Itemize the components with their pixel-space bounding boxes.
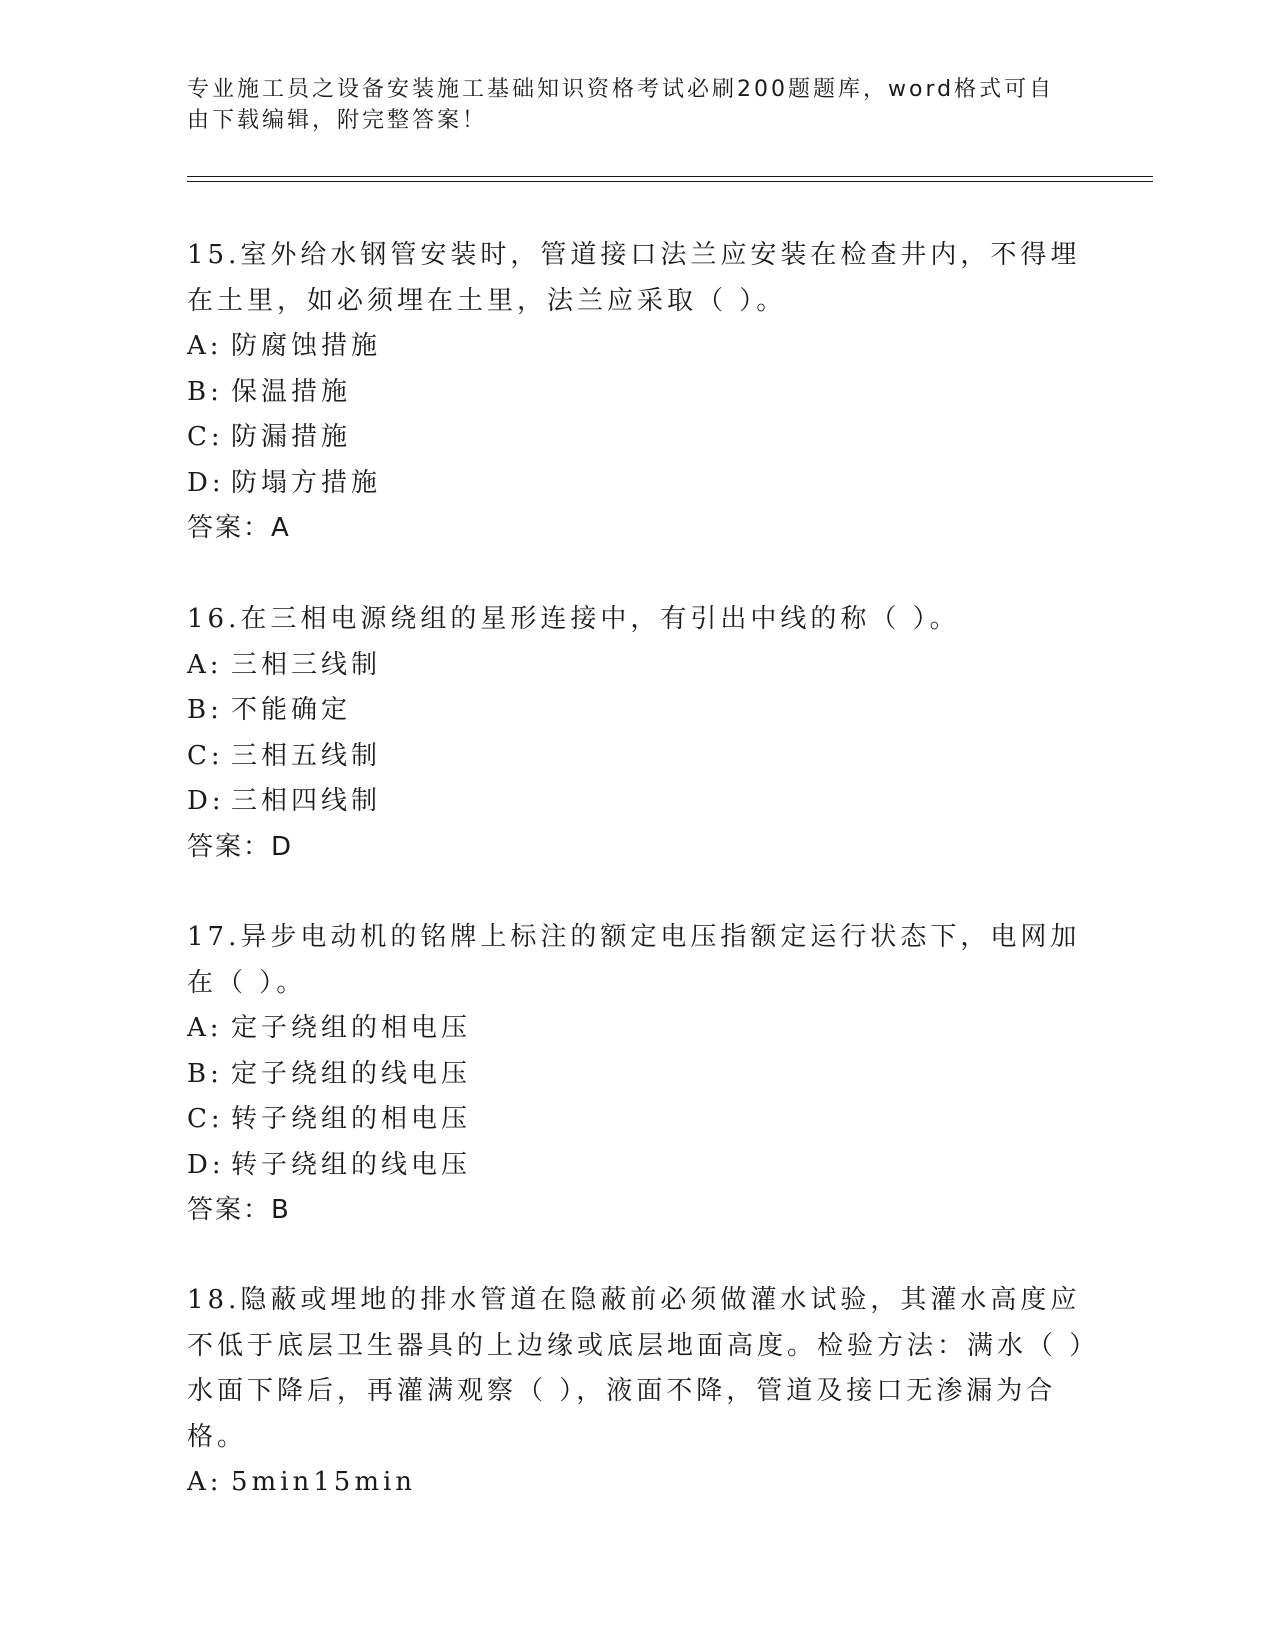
option-a xyxy=(187,643,1087,689)
option-label: B: xyxy=(187,695,223,725)
option-label: C: xyxy=(187,740,224,771)
option-b xyxy=(187,688,1087,734)
option-label: C: xyxy=(187,1104,224,1134)
option-text: 保温措施 xyxy=(231,376,352,407)
option-text: 三相五线制 xyxy=(231,740,382,771)
answer: 答案：A xyxy=(187,513,291,543)
option-d xyxy=(187,1143,1087,1189)
option-label: A: xyxy=(187,331,223,361)
option-c xyxy=(187,734,1087,780)
option-d xyxy=(187,461,1087,507)
option-label: B: xyxy=(187,376,223,407)
question-18 xyxy=(187,1278,1087,1506)
question-stem: 18.隐蔽或埋地的排水管道在隐蔽前必须做灌水试验，其灌水高度应不低于底层卫生器具的上边缘或底层地面高度。检验方法：满水（ ）水面下降后，再灌满观察（ ），液面不降，管道及接口无渗漏为合格。 xyxy=(187,1285,1087,1452)
question-15 xyxy=(187,233,1087,552)
option-c xyxy=(187,1097,1087,1143)
option-text: 防塌方措施 xyxy=(231,467,382,498)
option-a xyxy=(187,324,1087,370)
option-d xyxy=(187,779,1087,825)
question-stem: 17.异步电动机的铭牌上标注的额定电压指额定运行状态下，电网加在（ ）。 xyxy=(187,922,1081,998)
answer: 答案：B xyxy=(187,1195,291,1225)
option-text: 转子绕组的相电压 xyxy=(231,1104,472,1134)
option-text: 不能确定 xyxy=(231,695,352,725)
option-label: A: xyxy=(187,1467,223,1497)
option-label: B: xyxy=(187,1058,223,1089)
option-b xyxy=(187,370,1087,416)
question-stem: 16.在三相电源绕组的星形连接中，有引出中线的称（ ）。 xyxy=(187,604,960,634)
question-stem: 15.室外给水钢管安装时，管道接口法兰应安装在检查井内，不得埋在土里，如必须埋在土里，法兰应采取（ ）。 xyxy=(187,240,1081,316)
option-label: A: xyxy=(187,649,223,680)
document-header: 专业施工员之设备安装施工基础知识资格考试必刷200题题库，word格式可自由下载编辑，附完整答案！ xyxy=(187,77,1055,133)
option-text: 防漏措施 xyxy=(231,422,352,452)
option-c xyxy=(187,415,1087,461)
answer: 答案：D xyxy=(187,831,294,862)
option-text: 防腐蚀措施 xyxy=(231,331,382,361)
option-text: 定子绕组的线电压 xyxy=(231,1058,472,1089)
question-16 xyxy=(187,597,1087,870)
option-text: 三相四线制 xyxy=(231,786,382,816)
option-text: 定子绕组的相电压 xyxy=(231,1013,472,1043)
option-label: D: xyxy=(187,1149,225,1180)
question-17 xyxy=(187,915,1087,1234)
option-text: 三相三线制 xyxy=(231,649,382,680)
option-label: A: xyxy=(187,1013,223,1043)
option-text: 5min15min xyxy=(231,1467,417,1497)
option-a xyxy=(187,1460,1087,1506)
header-divider-bottom xyxy=(187,181,1153,182)
option-label: C: xyxy=(187,422,224,452)
option-a xyxy=(187,1006,1087,1052)
option-label: D: xyxy=(187,467,225,498)
option-text: 转子绕组的线电压 xyxy=(231,1149,472,1180)
header-divider-top xyxy=(187,176,1153,177)
option-label: D: xyxy=(187,786,225,816)
option-b xyxy=(187,1052,1087,1098)
